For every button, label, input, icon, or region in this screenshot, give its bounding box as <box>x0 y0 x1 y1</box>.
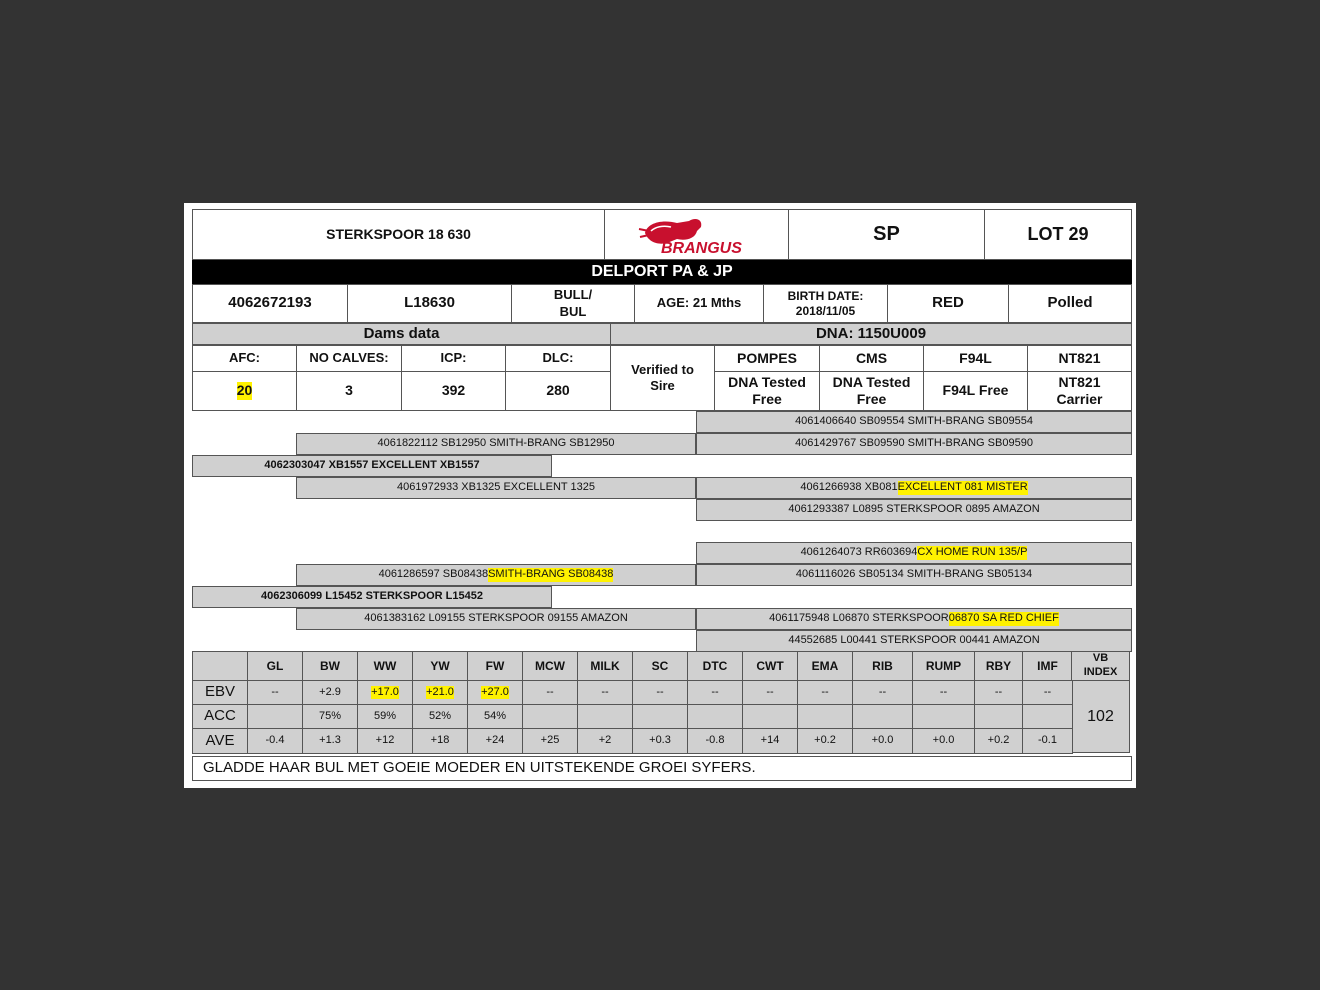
ebv-cell <box>357 704 413 729</box>
ebv-value: +0.2 <box>814 734 836 747</box>
pedigree-sdd <box>696 499 1132 521</box>
test-nt821-result <box>1027 371 1132 411</box>
ebv-cell <box>247 728 303 754</box>
sale-card <box>184 203 1136 788</box>
pompes-result-1: DNA Tested <box>728 373 806 390</box>
pedigree-dd <box>296 608 696 630</box>
ebv-col-header: MCW <box>522 651 578 681</box>
pedigree-ddd <box>696 630 1132 652</box>
ebv-value: +24 <box>485 734 505 747</box>
ebv-row-label: AVE <box>192 728 248 754</box>
animal-name: STERKSPOOR 18 630 <box>192 209 605 260</box>
pedigree-ssd <box>696 433 1132 455</box>
ebv-cell <box>797 704 853 729</box>
ebv-col-header: SC <box>632 651 688 681</box>
sex <box>511 284 635 323</box>
ebv-cell <box>852 680 913 705</box>
test-f94l-result: F94L Free <box>923 371 1028 411</box>
pedigree-sss-text: 4061406640 SB09554 SMITH-BRANG SB09554 <box>795 415 1033 428</box>
age: AGE: 21 Mths <box>634 284 764 323</box>
pedigree-ss-text: 4061822112 SB12950 SMITH-BRANG SB12950 <box>377 437 615 450</box>
pompes-result-2: Free <box>752 391 782 407</box>
ebv-cell <box>687 728 743 754</box>
color: RED <box>887 284 1009 323</box>
pedigree-ds <box>296 564 696 586</box>
ebv-cell <box>632 704 688 729</box>
ebv-row-label: ACC <box>192 704 248 729</box>
ebv-col-header: YW <box>412 651 468 681</box>
ebv-value: -- <box>546 685 554 698</box>
vb-index-label-1: VB <box>1092 652 1109 665</box>
ebv-cell <box>467 728 523 754</box>
pedigree-dss <box>696 542 1132 564</box>
ebv-value: +0.3 <box>649 734 671 747</box>
dams-title: Dams data <box>192 323 611 345</box>
ebv-col-header: FW <box>467 651 523 681</box>
ebv-value: -- <box>656 685 664 698</box>
ebv-cell <box>467 704 523 729</box>
icp-label: ICP: <box>401 345 506 372</box>
dlc-label: DLC: <box>505 345 611 372</box>
ebv-value: -- <box>766 685 774 698</box>
pedigree-dds <box>696 608 1132 630</box>
calves-value: 3 <box>296 371 402 411</box>
ebv-value: -- <box>939 685 948 698</box>
animal-tag: L18630 <box>347 284 512 323</box>
pedigree-ds-highlight: SMITH-BRANG SB08438 <box>488 568 614 581</box>
sex-line1: BULL/ <box>553 287 593 303</box>
test-f94l-label: F94L <box>923 345 1028 372</box>
ebv-value: +17.0 <box>371 685 399 698</box>
pedigree-sire <box>192 455 552 477</box>
pedigree-dam-text: 4062306099 L15452 STERKSPOOR L15452 <box>261 590 483 603</box>
birth-label: BIRTH DATE: <box>787 288 864 303</box>
ebv-value: -- <box>271 685 279 698</box>
pedigree-sss <box>696 411 1132 433</box>
pedigree-sd-text: 4061972933 XB1325 EXCELLENT 1325 <box>397 481 595 494</box>
ebv-cell <box>912 728 975 754</box>
dlc-value: 280 <box>505 371 611 411</box>
pedigree-ssd-text: 4061429767 SB09590 SMITH-BRANG SB09590 <box>795 437 1033 450</box>
ebv-cell <box>974 680 1023 705</box>
breeder-name: DELPORT PA & JP <box>192 260 1132 284</box>
vb-index-value: 102 <box>1071 680 1130 753</box>
ebv-cell <box>357 680 413 705</box>
ebv-cell <box>797 728 853 754</box>
pedigree-dss-highlight: CX HOME RUN 135/P <box>917 546 1028 559</box>
calves-label: NO CALVES: <box>296 345 402 372</box>
ebv-col-header: CWT <box>742 651 798 681</box>
ebv-cell <box>742 728 798 754</box>
pedigree-sds-highlight: EXCELLENT 081 MISTER <box>897 481 1028 494</box>
ebv-cell <box>912 704 975 729</box>
ebv-col-header: IMF <box>1022 651 1073 681</box>
cms-result-1: DNA Tested <box>832 373 911 390</box>
ebv-cell <box>522 680 578 705</box>
pedigree-ds-text: 4061286597 SB08438 <box>378 568 489 581</box>
test-pompes-label: POMPES <box>714 345 820 372</box>
ebv-cell <box>1022 728 1073 754</box>
birth-date: 2018/11/05 <box>795 303 856 318</box>
ebv-cell <box>852 704 913 729</box>
prefix: SP <box>788 209 985 260</box>
ebv-cell <box>1022 680 1073 705</box>
ebv-value: -- <box>1043 685 1052 698</box>
ebv-cell <box>522 728 578 754</box>
ebv-value: -- <box>821 685 829 698</box>
afc-value-cell <box>192 371 297 411</box>
ebv-col-header: BW <box>302 651 358 681</box>
ebv-cell <box>632 680 688 705</box>
ebv-cell <box>577 704 633 729</box>
comment: GLADDE HAAR BUL MET GOEIE MOEDER EN UITSTEKENDE GROEI SYFERS. <box>192 756 1132 781</box>
pedigree-sdd-text: 4061293387 L0895 STERKSPOOR 0895 AMAZON <box>788 503 1040 516</box>
pedigree-dds-text: 4061175948 L06870 STERKSPOOR <box>769 612 949 625</box>
bull-logo-icon <box>637 215 757 255</box>
ebv-cell <box>742 680 798 705</box>
icp-value: 392 <box>401 371 506 411</box>
logo-text: BRANGUS <box>660 239 742 255</box>
birth-date-cell <box>763 284 888 323</box>
horn-status: Polled <box>1008 284 1132 323</box>
ebv-value: +18 <box>430 734 450 747</box>
ebv-cell <box>412 704 468 729</box>
pedigree-sds <box>696 477 1132 499</box>
ebv-cell <box>974 728 1023 754</box>
test-cms-label: CMS <box>819 345 924 372</box>
ebv-col-header: MILK <box>577 651 633 681</box>
ebv-cell <box>687 704 743 729</box>
ebv-cell <box>1022 704 1073 729</box>
ebv-col-header: GL <box>247 651 303 681</box>
pedigree-sire-text: 4062303047 XB1557 EXCELLENT XB1557 <box>264 459 480 472</box>
ebv-cell <box>522 704 578 729</box>
afc-label: AFC: <box>192 345 297 372</box>
ebv-value: -0.1 <box>1038 734 1057 747</box>
ebv-cell <box>247 680 303 705</box>
ebv-value: +0.0 <box>932 734 955 747</box>
ebv-cell <box>412 680 468 705</box>
ebv-cell <box>974 704 1023 729</box>
ebv-col-header: EMA <box>797 651 853 681</box>
ebv-cell <box>357 728 413 754</box>
ebv-cell <box>687 680 743 705</box>
ebv-value: +21.0 <box>426 685 454 698</box>
pedigree-dsd <box>696 564 1132 586</box>
ebv-cell <box>742 704 798 729</box>
ebv-row-label: EBV <box>192 680 248 705</box>
ebv-corner <box>192 651 248 681</box>
verified-line2: Sire <box>650 378 675 393</box>
pedigree-ddd-text: 44552685 L00441 STERKSPOOR 00441 AMAZON <box>788 634 1040 647</box>
ebv-value: +2.9 <box>319 685 341 698</box>
ebv-value: 52% <box>428 709 452 722</box>
pedigree-dd-text: 4061383162 L09155 STERKSPOOR 09155 AMAZON <box>364 612 628 625</box>
pedigree-dss-text: 4061264073 RR603694 <box>800 546 918 559</box>
ebv-value: +1.3 <box>319 734 341 747</box>
test-cms-result <box>819 371 924 411</box>
ebv-value: +25 <box>540 734 560 747</box>
cms-result-2: Free <box>856 391 887 407</box>
dna-title: DNA: 1150U009 <box>610 323 1132 345</box>
ebv-value: +27.0 <box>481 685 509 698</box>
verified-to-sire <box>610 345 715 411</box>
ebv-value: 59% <box>373 709 397 722</box>
pedigree-ss <box>296 433 696 455</box>
ebv-value: -0.4 <box>265 734 285 747</box>
nt821-result-1: NT821 <box>1058 373 1101 390</box>
ebv-value: -- <box>601 685 609 698</box>
ebv-cell <box>852 728 913 754</box>
vb-index-header <box>1071 651 1130 681</box>
ebv-value: +2 <box>598 734 612 747</box>
ebv-value: 54% <box>483 709 507 722</box>
ebv-cell <box>577 680 633 705</box>
ebv-cell <box>577 728 633 754</box>
ebv-value: -- <box>711 685 719 698</box>
nt821-result-2: Carrier <box>1056 391 1103 407</box>
vb-index-label-2: INDEX <box>1083 666 1118 678</box>
ebv-value: 75% <box>318 709 342 722</box>
ebv-value: -0.8 <box>705 734 725 747</box>
test-pompes-result <box>714 371 820 411</box>
ebv-col-header: RIB <box>852 651 913 681</box>
ebv-cell <box>247 704 303 729</box>
pedigree-dsd-text: 4061116026 SB05134 SMITH-BRANG SB05134 <box>795 568 1033 581</box>
sex-line2: BUL <box>559 303 587 319</box>
pedigree-sds-text: 4061266938 XB081 <box>800 481 898 494</box>
ebv-cell <box>632 728 688 754</box>
lot-number: LOT 29 <box>984 209 1132 260</box>
pedigree-dam <box>192 586 552 608</box>
ebv-col-header: RUMP <box>912 651 975 681</box>
ebv-value: +0.2 <box>987 734 1010 747</box>
ebv-value: -- <box>994 685 1003 698</box>
ebv-value: +0.0 <box>871 734 894 747</box>
ebv-value: -- <box>878 685 887 698</box>
ebv-col-header: RBY <box>974 651 1023 681</box>
ebv-value: +14 <box>760 734 780 747</box>
ebv-cell <box>302 728 358 754</box>
ebv-col-header: WW <box>357 651 413 681</box>
test-nt821-label: NT821 <box>1027 345 1132 372</box>
ebv-cell <box>912 680 975 705</box>
brangus-logo <box>604 209 789 260</box>
ebv-value: +12 <box>375 734 395 747</box>
verified-line1: Verified to <box>631 361 694 377</box>
ebv-cell <box>797 680 853 705</box>
afc-value: 20 <box>236 382 253 399</box>
ebv-col-header: DTC <box>687 651 743 681</box>
animal-id: 4062672193 <box>192 284 348 323</box>
ebv-cell <box>467 680 523 705</box>
ebv-cell <box>302 680 358 705</box>
pedigree-sd <box>296 477 696 499</box>
ebv-cell <box>302 704 358 729</box>
pedigree-dds-highlight: 06870 SA RED CHIEF <box>948 612 1059 625</box>
ebv-cell <box>412 728 468 754</box>
